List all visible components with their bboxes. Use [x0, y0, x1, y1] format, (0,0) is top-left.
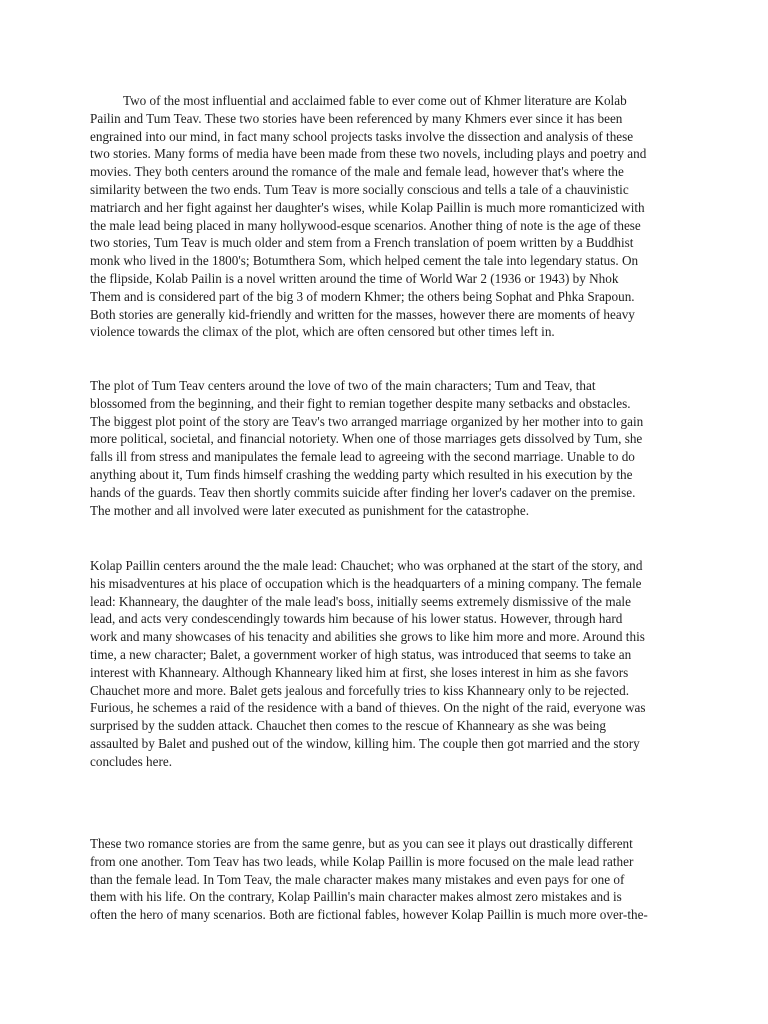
- text-line: engrained into our mind, in fact many school projects tasks involve the dissection and analysis of these: [90, 128, 634, 144]
- text-line: similarity between the two ends. Tum Teav is more socially conscious and tells a tale of a chauvinistic: [90, 181, 629, 197]
- text-line: Furious, he schemes a raid of the residence with a band of thieves. On the night of the raid, everyone was: [90, 700, 646, 716]
- text-line: often the hero of many scenarios. Both are fictional fables, however Kolap Paillin is much more over-the-: [90, 907, 648, 923]
- text-line: time, a new character; Balet, a government worker of high status, was introduced that seems to take an: [90, 646, 632, 662]
- text-line: matriarch and her fight against her daughter's wises, while Kolap Paillin is much more romanticized with: [90, 199, 645, 215]
- text-line: The plot of Tum Teav centers around the love of two of the main characters; Tum and Teav, that: [90, 378, 596, 393]
- text-line: two stories. Many forms of media have been made from these two novels, including plays and poetry and: [90, 146, 647, 162]
- text-line: his misadventures at his place of occupation which is the headquarters of a mining company. The female: [90, 575, 642, 591]
- text-line: The mother and all involved were later executed as punishment for the catastrophe.: [90, 502, 530, 518]
- text-line: assaulted by Balet and pushed out of the window, killing him. The couple then got married and the story: [90, 735, 640, 751]
- text-line: interest with Khanneary. Although Khanneary liked him at first, she loses interest in him as she favors: [90, 664, 629, 680]
- paragraph-comparison: [90, 835, 690, 924]
- text-line: Chauchet more and more. Balet gets jealous and forcefully tries to kiss Khanneary only to be rejected.: [90, 682, 630, 698]
- text-line: These two romance stories are from the same genre, but as you can see it plays out drastically different: [90, 836, 633, 851]
- text-line: The biggest plot point of the story are Teav's two arranged marriage organized by her mother into to gain: [90, 413, 644, 429]
- text-line: blossomed from the beginning, and their fight to remian together despite many setbacks and obstacles.: [90, 395, 631, 411]
- text-line: lead: Khanneary, the daughter of the male lead's boss, initially seems extremely dismissive of the male: [90, 593, 631, 609]
- text-line: from one another. Tom Teav has two leads, while Kolap Paillin is more focused on the male lead rather: [90, 853, 634, 869]
- paragraph-kolap-paillin-plot: [90, 557, 690, 771]
- text-line: hands of the guards. Teav then shortly commits suicide after finding her lover's cadaver on the premise.: [90, 484, 636, 500]
- paragraph-intro: [90, 92, 690, 341]
- text-line: the flipside, Kolab Pailin is a novel written around the time of World War 2 (1936 or 1943) by Nhok: [90, 270, 619, 286]
- paragraph-tum-teav-plot: [90, 377, 690, 519]
- text-line: them with his life. On the contrary, Kolap Paillin's main character makes almost zero mistakes and is: [90, 889, 622, 905]
- text-line: movies. They both centers around the romance of the male and female lead, however that's where the: [90, 164, 624, 180]
- text-line: the male lead being placed in many hollywood-esque scenarios. Another thing of note is the age of these: [90, 217, 641, 233]
- text-line: falls ill from stress and manipulates the female lead to agreeing with the second marriage. Unable to do: [90, 449, 635, 465]
- text-line: two stories, Tum Teav is much older and stem from a French translation of poem written by a Buddhist: [90, 235, 634, 251]
- text-line: Pailin and Tum Teav. These two stories have been referenced by many Khmers ever since it has been: [90, 110, 623, 126]
- text-line: monk who lived in the 1800's; Botumthera Som, which helped cement the tale into legendary status. On: [90, 253, 639, 269]
- text-line: lead, and acts very condescendingly towards him because of his lower status. However, through hard: [90, 611, 623, 627]
- text-line: violence towards the climax of the plot, which are often censored but other times left in.: [90, 324, 555, 340]
- text-line: Kolap Paillin centers around the the male lead: Chauchet; who was orphaned at the start of the story, and: [90, 558, 643, 573]
- text-line: concludes here.: [90, 753, 173, 769]
- text-line: surprised by the sudden attack. Chauchet then comes to the rescue of Khanneary as she was being: [90, 718, 606, 734]
- text-line: more political, societal, and financial notoriety. When one of those marriages gets dissolved by Tum, she: [90, 431, 643, 447]
- text-line: anything about it, Tum finds himself crashing the wedding party which resulted in his execution by the: [90, 466, 633, 482]
- text-line: Them and is considered part of the big 3 of modern Khmer; the others being Sophat and Phka Srapoun.: [90, 288, 635, 304]
- text-line: Two of the most influential and acclaimed fable to ever come out of Khmer literature are Kolab: [123, 93, 627, 108]
- text-line: work and many showcases of his tenacity and abilities she grows to like him more and more. Around this: [90, 629, 645, 645]
- text-line: Both stories are generally kid-friendly and written for the masses, however there are moments of heavy: [90, 306, 635, 322]
- text-line: than the female lead. In Tom Teav, the male character makes many mistakes and even pays for one of: [90, 871, 625, 887]
